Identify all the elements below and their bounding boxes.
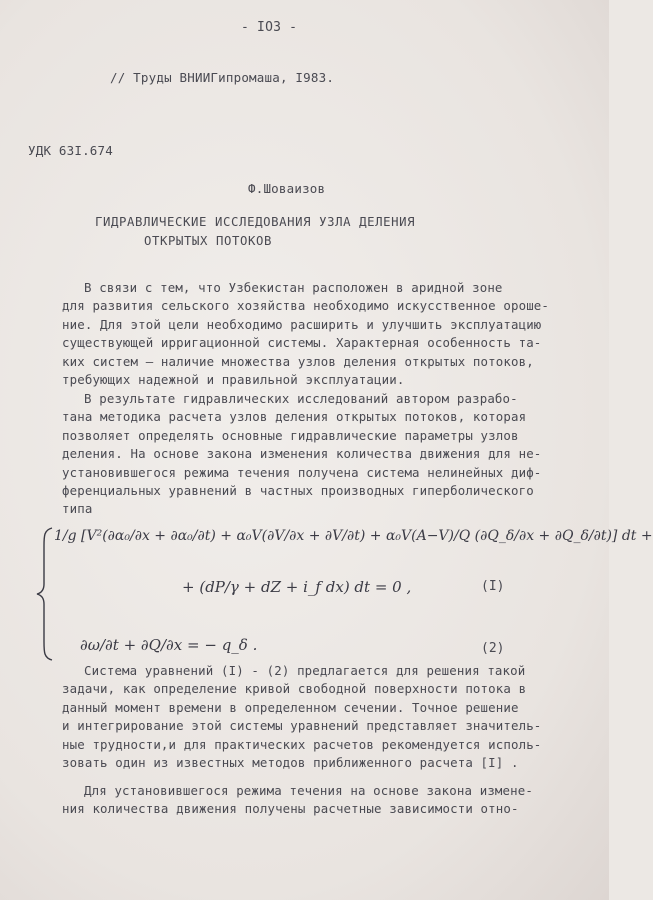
text-line: существующей ирригационной системы. Характерная особенность та- <box>62 335 542 351</box>
paragraph-2 <box>62 390 542 519</box>
equation-1-line-1: 1/g [V²(∂α₀/∂x + ∂α₀/∂t) + α₀V(∂V/∂x + ∂V/∂t) + α₀V(A−V)/Q (∂Q_δ/∂x + ∂Q_δ/∂t)] dt + <box>54 528 653 544</box>
page-number: - IO3 - <box>241 20 298 35</box>
text-line: позволяет определять основные гидравлические параметры узлов <box>62 427 519 443</box>
text-line: типа <box>62 501 93 517</box>
text-line: ные трудности,и для практических расчетов рекомендуется исполь- <box>62 736 542 752</box>
text-line: В связи с тем, что Узбекистан расположен в аридной зоне <box>84 280 503 295</box>
text-line: для развития сельского хозяйства необходимо искусственное ороше- <box>62 298 550 314</box>
text-line: тана методика расчета узлов деления открытых потоков, которая <box>62 409 527 425</box>
text-line: ния количества движения получены расчетные зависимости отно- <box>62 801 519 817</box>
text-line: ференциальных уравнений в частных производных гиперболического <box>62 483 534 499</box>
text-line: задачи, как определение кривой свободной поверхности потока в <box>62 681 527 697</box>
text-line: данный момент времени в определенном сечении. Точное решение <box>62 699 519 715</box>
text-line: и интегрирование этой системы уравнений представляет значитель- <box>62 718 542 734</box>
text-line: Система уравнений (I) - (2) предлагается для решения такой <box>84 663 526 678</box>
author-name: Ф.Шоваизов <box>248 181 326 196</box>
article-title-line-2: ОТКРЫТЫХ ПОТОКОВ <box>144 234 273 248</box>
equation-1-number: (I) <box>481 579 505 594</box>
source-reference: // Труды ВНИИГипромаша, I983. <box>110 70 335 85</box>
equation-2-number: (2) <box>481 641 505 656</box>
text-line: зовать один из известных методов приближенного расчета [I] . <box>62 755 519 771</box>
text-line: ких систем – наличие множества узлов деления открытых потоков, <box>62 353 534 369</box>
text-line: ние. Для этой цели необходимо расширить и улучшить эксплуатацию <box>62 316 542 332</box>
udk-code: УДК 63I.674 <box>28 143 113 158</box>
system-brace-icon <box>34 526 56 662</box>
text-line: установившегося режима течения получена система нелинейных диф- <box>62 464 542 480</box>
text-line: Для установившегося режима течения на основе закона измене- <box>84 783 533 798</box>
paragraph-3 <box>62 662 542 772</box>
article-title-line-1: ГИДРАВЛИЧЕСКИЕ ИССЛЕДОВАНИЯ УЗЛА ДЕЛЕНИЯ <box>95 215 416 229</box>
text-line: деления. На основе закона изменения количества движения для не- <box>62 446 542 462</box>
equation-1-line-2: + (dP/γ + dZ + i_f dx) dt = 0 , <box>182 578 412 596</box>
paragraph-4 <box>62 782 533 819</box>
text-line: требующих надежной и правильной эксплуатации. <box>62 372 405 388</box>
text-line: В результате гидравлических исследований автором разрабо- <box>84 391 518 406</box>
equation-2: ∂ω/∂t + ∂Q/∂x = − q_δ . <box>80 636 258 654</box>
paragraph-1 <box>62 279 550 389</box>
